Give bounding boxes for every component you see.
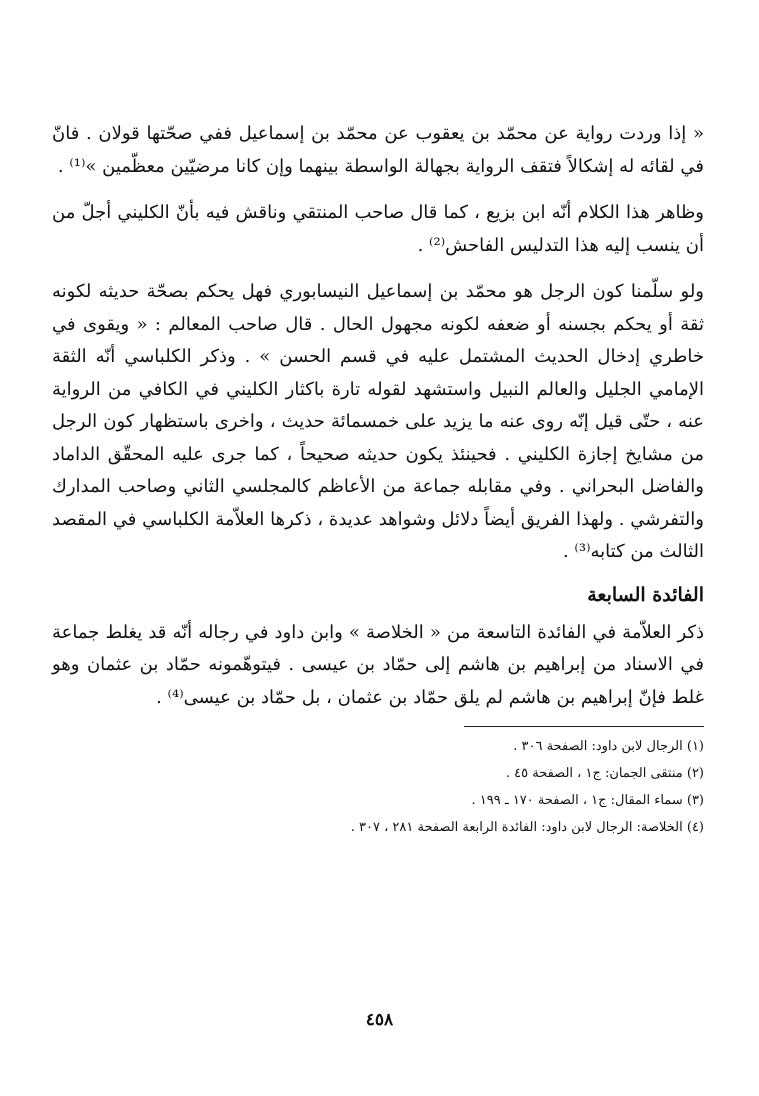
paragraph-1: « إذا وردت رواية عن محمّد بن يعقوب عن محمّد بن إسماعيل ففي صحّتها قولان . فانّ في لقائه له إشكالاً فتقف الرواية بجهالة الواسطة بينهما وإن كانا مرضيّين معظّمين »⁽¹⁾ . xyxy=(52,123,704,177)
paragraph-3: ولو سلّمنا كون الرجل هو محمّد بن إسماعيل النيسابوري فهل يحكم بصحّة حديثه لكونه ثقة أو يحكم بجسنه أو ضعفه لكونه مجهول الحال . قال صاحب المعالم : « ويقوى في خاطري إدخال الحديث المشتمل عليه في قسم الحسن » . وذكر الكلباسي أنّه الثقة الإمامي الجليل والعالم النبيل واستشهد لقوله تارة باكثار الكليني في الكافي من الرواية عنه ، حتّى قيل إنّه روى عنه ما يزيد على خمسمائة حديث ، واخرى باستظهار كون الرجل من مشايخ إجازة الكليني . فحينئذ يكون حديثه صحيحاً ، كما جرى عليه المحقّق الداماد والفاضل البحراني . وفي مقابله جماعة من الأعاظم كالمجلسي الثاني وصاحب المدارك والتفرشي . ولهذا الفريق أيضاً دلائل وشواهد عديدة ، ذكرها العلاّمة الكلباسي في المقصد الثالث من كتابه⁽³⁾ . xyxy=(52,281,704,562)
footnote-2: (٢) منتقى الجمان: ج١ ، الصفحة ٤٥ . xyxy=(505,766,704,781)
document-page xyxy=(52,118,704,841)
footnote-divider xyxy=(464,726,704,727)
footnotes-list xyxy=(52,733,704,841)
footnote-1: (١) الرجال لابن داود: الصفحة ٣٠٦ . xyxy=(513,739,704,754)
paragraph-2: وظاهر هذا الكلام أنّه ابن بزيع ، كما قال صاحب المنتقي وناقش فيه بأنّ الكليني أجلّ من أن ينسب إليه هذا التدليس الفاحش⁽²⁾ . xyxy=(52,202,704,256)
section-paragraph: ذكر العلاّمة في الفائدة التاسعة من « الخلاصة » وابن داود في رجاله أنّه قد يغلط جماعة في الاسناد من إبراهيم بن هاشم إلى حمّاد بن عيسى . فيتوهّمونه حمّاد بن عثمان وهو غلط فإنّ إبراهيم بن هاشم لم يلق حمّاد بن عثمان ، بل حمّاد بن عيسى⁽⁴⁾ . xyxy=(52,621,704,708)
footnote-4: (٤) الخلاصة: الرجال لابن داود: الفائدة الرابعة الصفحة ٢٨١ ، ٣٠٧ . xyxy=(350,820,704,835)
section-heading: الفائدة السابعة xyxy=(587,583,704,606)
page-number: ٤٥٨ xyxy=(365,1010,394,1030)
footnote-3: (٣) سماء المقال: ج١ ، الصفحة ١٧٠ ـ ١٩٩ . xyxy=(471,793,704,808)
